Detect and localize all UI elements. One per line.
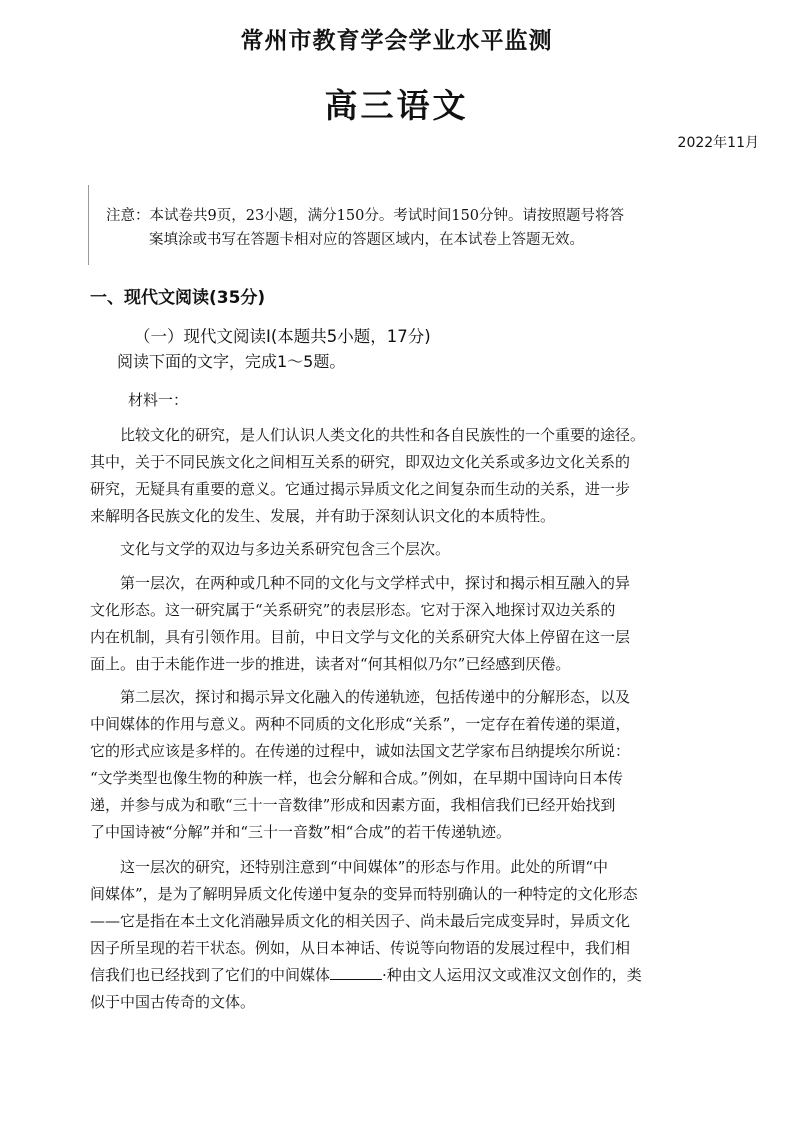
passage-line: 文化形态。这一研究属于“关系研究”的表层形态。它对于深入地探讨双边关系的 — [90, 601, 616, 619]
passage-paragraph — [90, 684, 770, 846]
material-label: 材料一： — [128, 391, 189, 409]
reading-instruction: 阅读下面的文字，完成1～5题。 — [117, 352, 346, 371]
passage-line: 内在机制，具有引领作用。目前，中日文学与文化的关系研究大体上停留在这一层 — [90, 628, 631, 646]
answer-blank — [330, 965, 382, 980]
passage-line: 文化与文学的双边与多边关系研究包含三个层次。 — [120, 540, 451, 558]
passage-text: 信我们也已经找到了它们的中间媒体 — [90, 966, 331, 984]
exam-date: 2022年11月 — [677, 135, 759, 151]
notice-line: 注意：本试卷共9页，23小题，满分150分。考试时间150分钟。请按照题号将答 — [106, 208, 625, 224]
passage-line: 了中国诗被“分解”并和“三十一音数”相“合成”的若干传递轨迹。 — [90, 823, 512, 841]
passage-paragraph — [90, 536, 770, 563]
notice-line: 案填涂或书写在答题卡相对应的答题区域内，在本试卷上答题无效。 — [149, 232, 584, 248]
subsection-heading: （一）现代文阅读Ⅰ(本题共5小题，17分) — [134, 327, 431, 346]
passage-line: 间媒体”，是为了解明异质文化传递中复杂的变异而特别确认的一种特定的文化形态 — [90, 885, 638, 903]
passage-line: 来解明各民族文化的发生、发展，并有助于深刻认识文化的本质特性。 — [90, 507, 556, 525]
passage-line: 研究，无疑具有重要的意义。它通过揭示异质文化之间复杂而生动的关系，进一步 — [90, 480, 631, 498]
section-heading: 一、现代文阅读(35分) — [90, 288, 266, 308]
passage-line: 比较文化的研究，是人们认识人类文化的共性和各自民族性的一个重要的途径。 — [120, 426, 646, 444]
passage-line-with-blank — [90, 962, 770, 989]
passage-paragraph — [90, 570, 770, 678]
passage-line: 因子所呈现的若干状态。例如，从日本神话、传说等向物语的发展过程中，我们相 — [90, 939, 631, 957]
passage-line: 第一层次，在两种或几种不同的文化与文学样式中，探讨和揭示相互融入的异 — [120, 574, 631, 592]
passage-line: 它的形式应该是多样的。在传递的过程中，诚如法国文艺学家布吕纳提埃尔所说： — [90, 742, 631, 760]
passage-line: 中间媒体的作用与意义。两种不同质的文化形成“关系”，一定存在着传递的渠道， — [90, 715, 631, 733]
passage-line: 第二层次，探讨和揭示异文化融入的传递轨迹，包括传递中的分解形态，以及 — [120, 688, 631, 706]
exam-organization: 常州市教育学会学业水平监测 — [240, 27, 553, 54]
passage-line: 这一层次的研究，还特别注意到“中间媒体”的形态与作用。此处的所谓“中 — [120, 858, 609, 876]
notice-box — [88, 185, 769, 265]
passage-line: 面上。由于未能作进一步的推进，读者对“何其相似乃尔”已经感到厌倦。 — [90, 655, 571, 673]
passage-text: ·种由文人运用汉文或准汉文创作的，类 — [382, 966, 642, 984]
passage-line: 其中，关于不同民族文化之间相互关系的研究，即双边文化关系或多边文化关系的 — [90, 453, 631, 471]
passage-paragraph — [90, 854, 770, 1016]
passage-line: ——它是指在本土文化消融异质文化的相关因子、尚未最后完成变异时，异质文化 — [90, 912, 631, 930]
passage-paragraph — [90, 422, 770, 530]
passage-line: 似于中国古传奇的文体。 — [90, 993, 256, 1011]
passage-line: 递，并参与成为和歌“三十一音数律”形成和因素方面，我相信我们已经开始找到 — [90, 796, 616, 814]
notice-text — [106, 204, 756, 252]
exam-title: 高三语文 — [324, 86, 469, 125]
passage-line: “文学类型也像生物的种族一样，也会分解和合成。”例如，在早期中国诗向日本传 — [90, 769, 623, 787]
